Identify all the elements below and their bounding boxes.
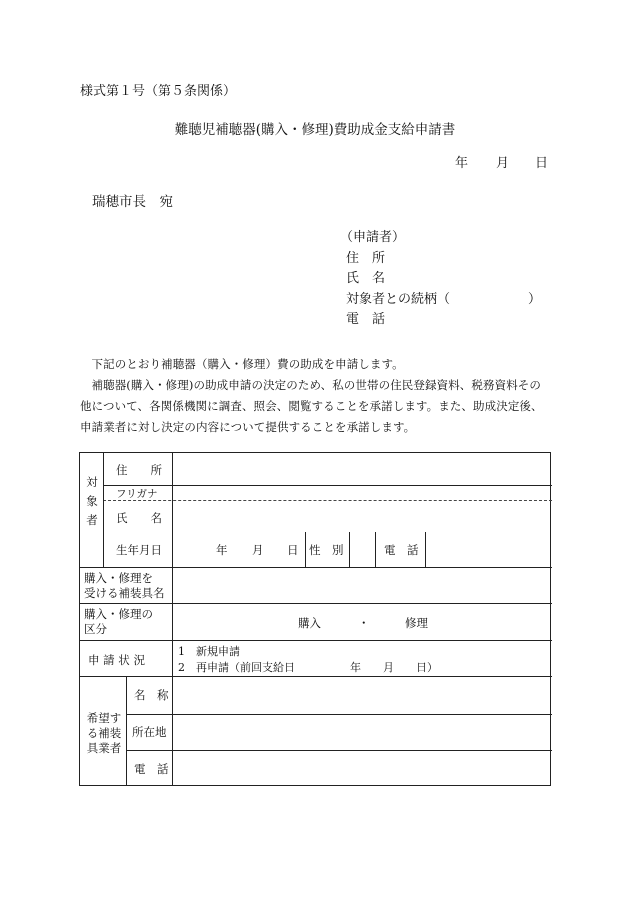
- application-form-table: [79, 452, 551, 786]
- subject-address-label: 住 所: [116, 463, 162, 477]
- date-month-label: 月: [496, 156, 510, 171]
- birth-day-label: 日: [287, 543, 299, 557]
- date-day-label: 日: [535, 156, 549, 171]
- status-reapplication[interactable]: 2 再申請（前回支給日 年 月 日）: [178, 661, 438, 674]
- date-year-label: 年: [455, 156, 469, 171]
- consent-paragraph-2-cont: 他について、各関係機関に調査、照会、閲覧することを承諾します。また、助成決定後、: [80, 399, 543, 413]
- vendor-phone-label: 電 話: [134, 762, 169, 776]
- application-status-label: 申 請 状 況: [88, 653, 145, 667]
- consent-paragraph-1: 下記のとおり補聴器（購入・修理）費の助成を申請します。: [91, 357, 404, 371]
- consent-paragraph-2-end: 申請業者に対し決定の内容について提供することを承諾します。: [80, 420, 416, 434]
- category-purchase-option[interactable]: 購入: [298, 616, 321, 630]
- applicant-name-label: 氏 名: [346, 271, 386, 286]
- vendor-section-label: 希望する補装具業者: [86, 711, 122, 755]
- document-title: 難聴児補聴器(購入・修理)費助成金支給申請書: [174, 122, 456, 138]
- vendor-name-label: 名 称: [134, 688, 169, 702]
- applicant-block: [340, 228, 541, 331]
- consent-paragraph-2: 補聴器(購入・修理)の助成申請の決定のため、私の世帯の住民登録資料、税務資料その: [91, 378, 542, 392]
- subject-name-label: 氏 名: [116, 511, 162, 525]
- consent-text: [80, 354, 550, 438]
- status-new-application[interactable]: 1 新規申請: [178, 645, 240, 658]
- applicant-heading: （申請者）: [340, 230, 406, 245]
- category-label: 購入・修理の 区分: [84, 607, 153, 636]
- subject-phone-label: 電 話: [384, 543, 419, 557]
- device-name-label: 購入・修理を 受ける補装具名: [84, 571, 165, 600]
- vendor-location-label: 所在地: [132, 725, 167, 739]
- applicant-phone-label: 電 話: [346, 312, 386, 327]
- category-separator: ・: [358, 616, 370, 630]
- subject-section-label: 対象者: [86, 475, 98, 527]
- applicant-address-label: 住 所: [346, 250, 386, 266]
- form-number-label: 様式第１号（第５条関係）: [80, 84, 237, 99]
- subject-furigana-label: フリガナ: [116, 488, 158, 500]
- subject-birthdate-label: 生年月日: [116, 543, 162, 557]
- addressee: 瑞穂市長 宛: [92, 194, 173, 210]
- applicant-relation-label: 対象者との続柄（ ）: [346, 291, 542, 307]
- birth-year-label: 年: [216, 543, 228, 557]
- subject-sex-label: 性 別: [309, 543, 344, 557]
- birth-month-label: 月: [252, 543, 264, 557]
- category-repair-option[interactable]: 修理: [405, 616, 428, 630]
